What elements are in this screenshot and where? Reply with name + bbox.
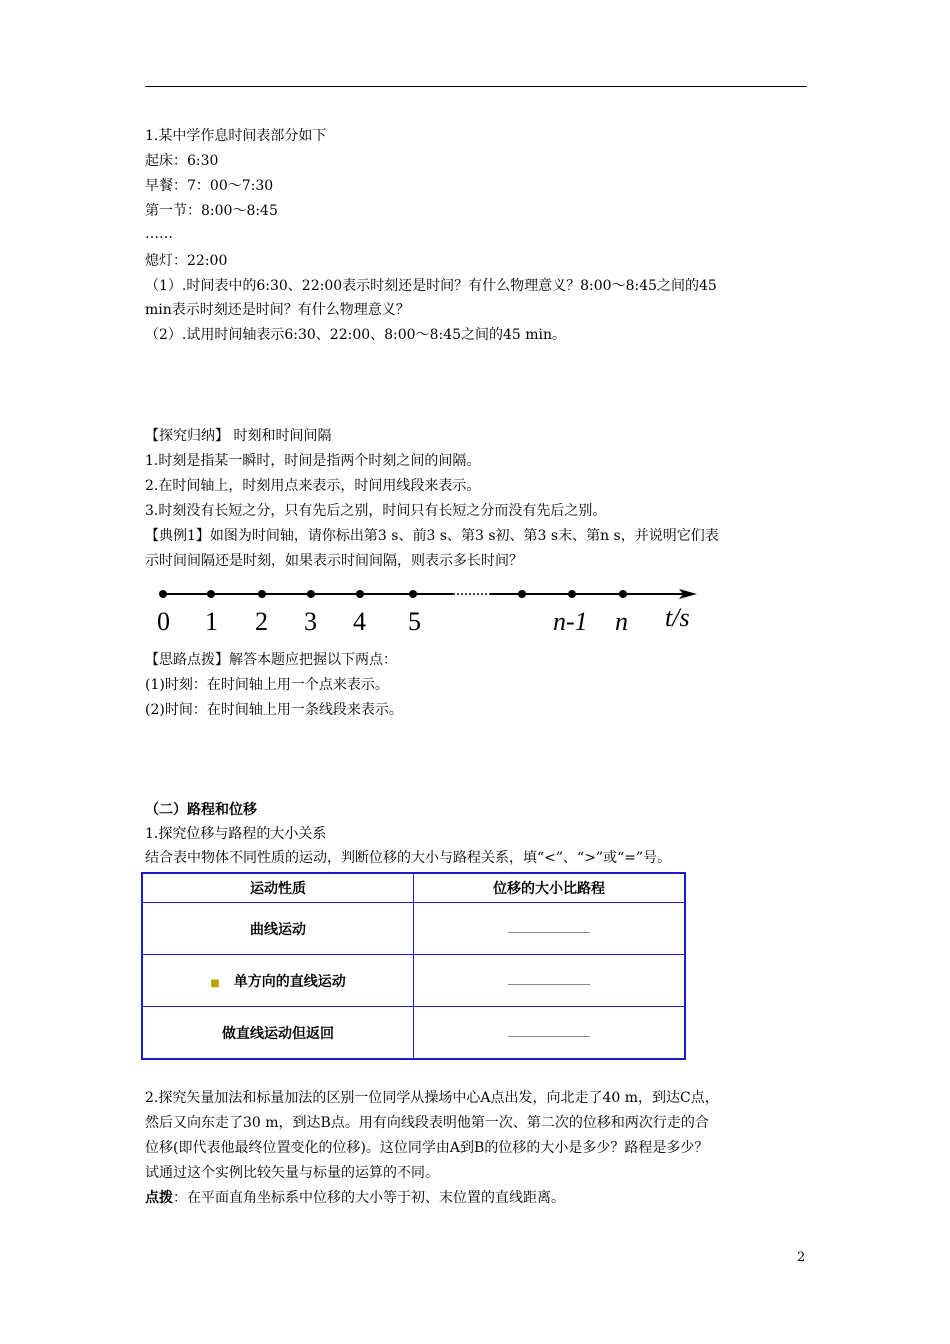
text-line: 【探究归纳】 时刻和时间间隔 — [145, 428, 332, 444]
answer-blank[interactable] — [508, 922, 590, 933]
header-rule — [145, 86, 807, 87]
text-line: 2.在时间轴上，时刻用点来表示，时间用线段来表示。 — [145, 478, 481, 494]
text-line: …… — [145, 226, 173, 242]
text-line: 试通过这个实例比较矢量与标量的运算的不同。 — [145, 1165, 439, 1181]
tick-label: 5 — [408, 607, 421, 636]
answer-cell[interactable] — [414, 955, 686, 1007]
tick-label: 1 — [205, 607, 218, 636]
table-row — [142, 1007, 685, 1060]
text-line: 结合表中物体不同性质的运动，判断位移的大小与路程关系，填“<”、“>”或“=”号。 — [145, 850, 672, 866]
tick-dot — [207, 590, 215, 598]
table-row — [142, 903, 685, 955]
text-line: 位移(即代表他最终位置变化的位移)。这位同学由A到B的位移的大小是多少？路程是多少？ — [145, 1140, 709, 1156]
motion-type-cell — [142, 955, 414, 1007]
text-line: 1.探究位移与路程的大小关系 — [145, 826, 327, 842]
hint-line — [145, 1188, 565, 1208]
tick-dot — [356, 590, 364, 598]
motion-type-label: 曲线运动 — [250, 921, 306, 938]
text-line: 示时间间隔还是时刻，如果表示时间间隔，则表示多长时间？ — [145, 553, 523, 569]
text-line: 1.时刻是指某一瞬时，时间是指两个时刻之间的间隔。 — [145, 453, 481, 469]
motion-type-cell — [142, 1007, 414, 1060]
text-line: 2.探究矢量加法和标量加法的区别一位同学从操场中心A点出发，向北走了40 m，到达C点， — [145, 1090, 719, 1106]
tick-dot — [409, 590, 417, 598]
section-heading: （二）路程和位移 — [145, 802, 257, 818]
hint-text: ：在平面直角坐标系中位移的大小等于初、末位置的直线距离。 — [173, 1190, 565, 1206]
motion-type-label: 做直线运动但返回 — [222, 1025, 334, 1042]
text-line: (1)时刻：在时间轴上用一个点来表示。 — [145, 677, 389, 693]
text-line: (2)时间：在时间轴上用一条线段来表示。 — [145, 702, 403, 718]
answer-blank[interactable] — [508, 1026, 590, 1037]
tick-dot — [619, 590, 627, 598]
text-line: 起床：6:30 — [145, 153, 219, 169]
tick-label: 3 — [304, 607, 317, 636]
motion-type-label: 单方向的直线运动 — [233, 973, 346, 990]
table-row — [142, 955, 685, 1007]
tick-label: 0 — [157, 607, 170, 636]
axis-unit-label: t/s — [665, 603, 690, 632]
text-line: 【思路点拨】解答本题应把握以下两点： — [145, 652, 397, 668]
tick-dot — [518, 590, 526, 598]
dot-icon: ■ — [210, 977, 220, 989]
tick-label: n-1 — [553, 607, 588, 636]
tick-dot — [307, 590, 315, 598]
hint-label: 点拨 — [145, 1190, 173, 1206]
text-line: （1）.时间表中的6:30、22:00表示时刻还是时间？有什么物理意义？8:00～8:45之间的45 — [145, 278, 717, 294]
answer-cell[interactable] — [414, 1007, 686, 1060]
comparison-table — [141, 872, 686, 1060]
table-header-cell: 位移的大小比路程 — [414, 873, 686, 903]
table-header-cell: 运动性质 — [142, 873, 414, 903]
answer-blank[interactable] — [508, 974, 590, 985]
tick-dot — [258, 590, 266, 598]
text-line: 第一节：8:00～8:45 — [145, 203, 278, 219]
motion-type-cell — [142, 903, 414, 955]
text-line: 早餐：7：00～7:30 — [145, 178, 274, 194]
text-line: （2）.试用时间轴表示6:30、22:00、8:00～8:45之间的45 min。 — [145, 327, 567, 343]
answer-cell[interactable] — [414, 903, 686, 955]
text-line: 熄灯：22:00 — [145, 253, 228, 269]
text-line: 1.某中学作息时间表部分如下 — [145, 128, 327, 144]
tick-label: 4 — [353, 607, 366, 636]
timeline-figure — [145, 578, 705, 638]
text-line: 然后又向东走了30 m，到达B点。用有向线段表明他第一次、第二次的位移和两次行走的合 — [145, 1115, 709, 1131]
text-line: 【典例1】如图为时间轴，请你标出第3 s、前3 s、第3 s初、第3 s末、第n s，并说明它们表 — [145, 528, 719, 544]
text-line: 3.时刻没有长短之分，只有先后之别，时间只有长短之分而没有先后之别。 — [145, 503, 607, 519]
text-line: min表示时刻还是时间？有什么物理意义？ — [145, 302, 410, 318]
tick-label: 2 — [255, 607, 268, 636]
tick-dot — [568, 590, 576, 598]
tick-label: n — [615, 607, 628, 636]
page-number: 2 — [797, 1250, 806, 1265]
table-header-row — [142, 873, 685, 903]
tick-dot — [159, 590, 167, 598]
